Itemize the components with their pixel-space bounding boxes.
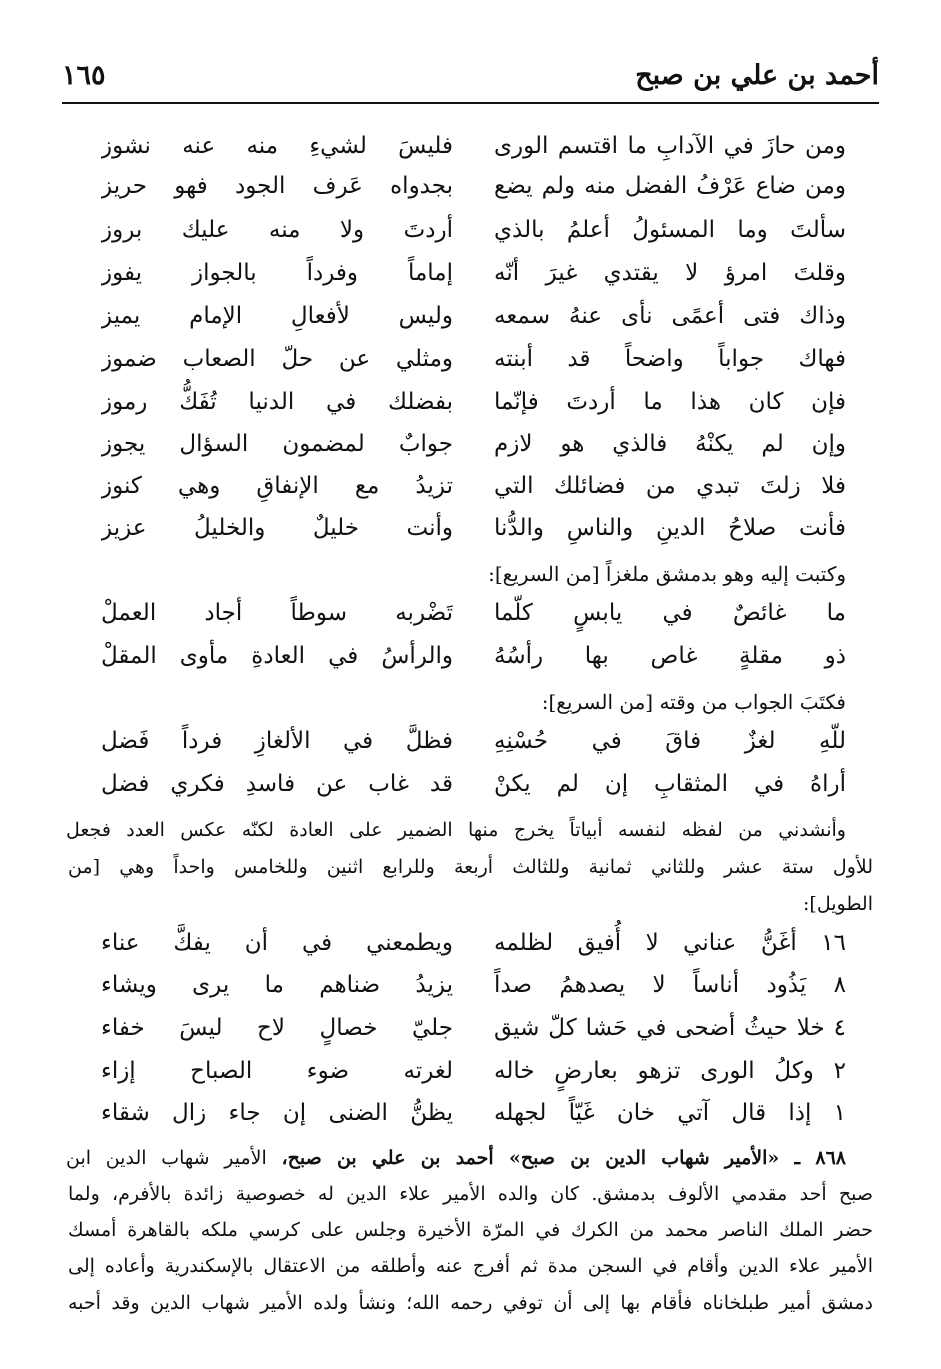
verse-line [101, 379, 846, 425]
second-hemistich: وأنت خليلٌ والخليلُ عزيز [101, 515, 453, 541]
first-hemistich: ٤ خلا حيثُ أضحى في حَشا كلّ شيق [494, 1015, 846, 1041]
second-hemistich: فظلَّ في الألغازِ فرداً فَضل [101, 728, 453, 754]
verse-line [101, 463, 846, 509]
first-hemistich: ٨ يَذُود أناساً لا يصدهمُ صداً [494, 972, 846, 998]
second-hemistich: يزيدُ ضناهم ما يرى ويشاء [101, 972, 453, 998]
verse-line [101, 250, 846, 296]
first-hemistich: سألتَ وما المسئولُ أعلمُ بالذي [494, 217, 846, 243]
first-hemistich: ما غائصٌ في يابسٍ كلّما [494, 600, 846, 626]
verse-line [101, 718, 846, 764]
verse-line [101, 293, 846, 339]
second-hemistich: بجدواه عَرف الجود فهو حريز [101, 173, 453, 199]
first-hemistich: ٢ وكلُ الورى تزهو بعارضٍ خاله [494, 1058, 846, 1084]
verse-line [101, 1005, 846, 1051]
first-hemistich: فإن كان هذا ما أردتَ فإنّما [494, 389, 846, 415]
entry-heading-rest: الأمير شهاب الدين ابن [66, 1147, 282, 1169]
verse-line [101, 633, 846, 679]
second-hemistich: قد غاب عن فاسدِ فكري فضل [101, 771, 453, 797]
verse-line [101, 163, 846, 209]
first-hemistich: فهاك جواباً واضحاً قد أبنته [494, 346, 846, 372]
second-hemistich: أردتَ ولا منه عليك بروز [101, 217, 453, 243]
first-hemistich: ومن حازَ في الآدابِ ما اقتسم الورى [494, 133, 846, 159]
poem-introduction: وكتبت إليه وهو بدمشق ملغزاً [من السريع]: [488, 562, 846, 586]
first-hemistich: ومن ضاع عَرْفُ الفضل منه ولم يضع [494, 173, 846, 199]
second-hemistich: ومثلي عن حلّ الصعاب ضموز [101, 346, 453, 372]
verse-line [101, 421, 846, 467]
verse-line [101, 1048, 846, 1094]
page-number: ١٦٥ [62, 60, 106, 91]
verse-line [101, 962, 846, 1008]
header-title: أحمد بن علي بن صبح [635, 60, 879, 91]
first-hemistich: فأنت صلاحُ الدينِ والناسِ والدُّنا [494, 515, 846, 541]
first-hemistich: ١٦ أغَنُّ عناني لا أُفيق لظلمه [494, 930, 846, 956]
verse-line [101, 1090, 846, 1136]
verse-line [101, 207, 846, 253]
second-hemistich: يظنُّ الضنى إن جاء زال شقاء [101, 1100, 453, 1126]
second-hemistich: لغرته ضوء الصباح إزاء [101, 1058, 453, 1084]
prose-line: دمشق أمير طبلخاناه فأقام بها إلى أن توفي رحمه الله؛ ونشأ ولده الأمير شهاب الدين وقد أحبه [68, 1292, 873, 1314]
verse-line [101, 761, 846, 807]
entry-heading: ٨٦٨ ـ «الأمير شهاب الدين بن صبح» أحمد بن علي بن صبح، [281, 1147, 846, 1169]
second-hemistich: والرأسُ في العادةِ مأوى المقلْ [101, 643, 453, 669]
entry-heading-line [66, 1140, 846, 1176]
first-hemistich: فلا زلتَ تبدي من فضائلك التي [494, 473, 846, 499]
second-hemistich: تَضْربه سوطاً أجاد العملْ [101, 600, 453, 626]
second-hemistich: فليسَ لشيءِ منه عنه نشوز [101, 133, 453, 159]
second-hemistich: تزيدُ مع الإنفاقِ وهي كنوز [101, 473, 453, 499]
prose-line: الأمير علاء الدين وأقام في السجن مدة ثم أفرج عنه وأطلقه من الاعتقال بالإسكندرية وأعاده إلى [68, 1255, 873, 1277]
first-hemistich: أراهُ في المثقابِ إن لم يكنْ [494, 771, 846, 797]
first-hemistich: وذاك فتى أعمًى نأى عنهُ سمعه [494, 303, 846, 329]
second-hemistich: بفضلك في الدنيا تُفَكُّ رموز [101, 389, 453, 415]
header-divider [62, 102, 879, 104]
second-hemistich: جوابٌ لمضمون السؤال يجوز [101, 431, 453, 457]
second-hemistich: إماماً وفرداً بالجواز يفوز [101, 260, 453, 286]
prose-line: الطويل]: [803, 893, 873, 915]
prose-line: وأنشدني من لفظه لنفسه أبياتاً يخرج منها الضمير على العادة لكنّه عكس العدد فجعل [66, 819, 846, 841]
verse-line [101, 920, 846, 966]
prose-line: صبح أحد مقدمي الألوف بدمشق. كان والده الأمير علاء الدين له خصوصية زائدة بالأفرم، ولما [68, 1183, 873, 1205]
second-hemistich: وليس لأفعالِ الإمام يميز [101, 303, 453, 329]
running-header [62, 58, 879, 98]
verse-line [101, 336, 846, 382]
first-hemistich: ١ إذا قال آتي خان غَيّاً لجهله [494, 1100, 846, 1126]
first-hemistich: ذو مقلةٍ غاص بها رأسُهُ [494, 643, 846, 669]
prose-line: للأول ستة عشر وللثاني ثمانية وللثالث أربعة وللرابع اثنين وللخامس واحداً وهي [من [68, 856, 873, 878]
prose-line: حضر الملك الناصر محمد من الكرك في المرّة الأخيرة وجلس على كرسي ملكه بالقاهرة أمسك [68, 1219, 873, 1241]
verse-line [101, 590, 846, 636]
poem-introduction: فكتَبَ الجواب من وقته [من السريع]: [541, 690, 846, 714]
second-hemistich: ويطمعني في أن يفكَّ عناء [101, 930, 453, 956]
first-hemistich: وإن لم يكنْهُ فالذي هو لازم [494, 431, 846, 457]
verse-line [101, 505, 846, 551]
first-hemistich: للّهِ لغزٌ فاقَ في حُسْنِهِ [494, 728, 846, 754]
second-hemistich: جليّ خصالٍ لاح ليسَ خفاء [101, 1015, 453, 1041]
first-hemistich: وقلتَ امرؤ لا يقتدي غيرَ أنّه [494, 260, 846, 286]
